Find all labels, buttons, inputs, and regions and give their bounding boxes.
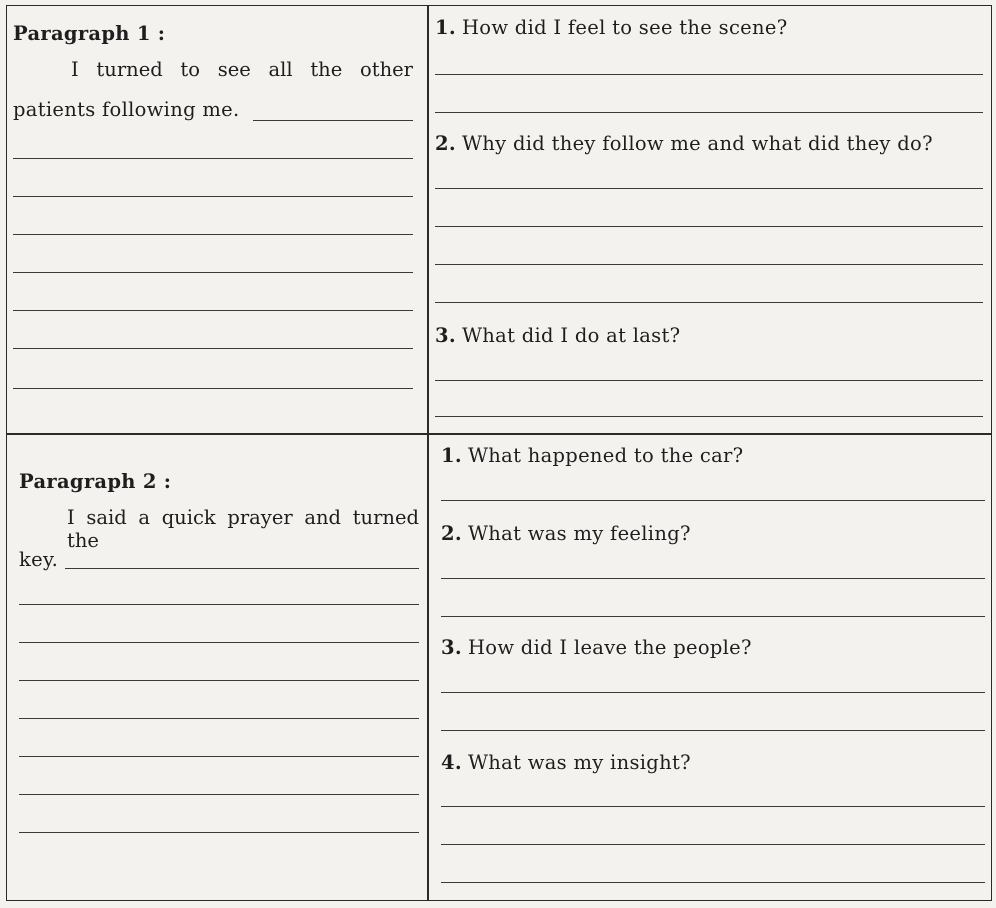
- question-1-2: [435, 132, 933, 155]
- question-text: How did I leave the people?: [467, 636, 752, 659]
- answer-line[interactable]: [441, 806, 985, 807]
- answer-line[interactable]: [19, 642, 419, 643]
- answer-line[interactable]: [435, 74, 983, 75]
- answer-line[interactable]: [435, 302, 983, 303]
- answer-line[interactable]: [13, 196, 413, 197]
- question-text: What was my insight?: [467, 751, 691, 774]
- question-number: 2.: [435, 132, 456, 155]
- answer-line[interactable]: [435, 226, 983, 227]
- answer-line[interactable]: [441, 616, 985, 617]
- answer-line[interactable]: [441, 844, 985, 845]
- answer-line[interactable]: [441, 882, 985, 883]
- question-number: 1.: [441, 444, 462, 467]
- paragraph-1-heading: Paragraph 1 :: [13, 22, 166, 45]
- paragraph-1-line-2: patients following me.: [13, 98, 240, 121]
- answer-line[interactable]: [19, 832, 419, 833]
- answer-line[interactable]: [435, 416, 983, 417]
- answer-line[interactable]: [13, 272, 413, 273]
- question-text: What happened to the car?: [467, 444, 744, 467]
- worksheet-table: [6, 5, 992, 901]
- answer-line[interactable]: [441, 500, 985, 501]
- answer-line[interactable]: [19, 794, 419, 795]
- paragraph-1-line-1: I turned to see all the other: [71, 58, 413, 81]
- paragraph-2-heading: Paragraph 2 :: [19, 470, 172, 493]
- answer-line[interactable]: [19, 756, 419, 757]
- answer-line[interactable]: [441, 578, 985, 579]
- column-divider: [427, 6, 429, 900]
- answer-line[interactable]: [441, 692, 985, 693]
- question-text: What did I do at last?: [461, 324, 681, 347]
- question-2-2: [441, 522, 691, 545]
- answer-line[interactable]: [435, 188, 983, 189]
- answer-line[interactable]: [13, 234, 413, 235]
- question-1-1: [435, 16, 787, 39]
- answer-line[interactable]: [435, 112, 983, 113]
- paragraph-2-line-2: key.: [19, 548, 59, 571]
- question-text: What was my feeling?: [467, 522, 691, 545]
- answer-line[interactable]: [13, 348, 413, 349]
- question-text: How did I feel to see the scene?: [461, 16, 788, 39]
- answer-line[interactable]: [441, 730, 985, 731]
- answer-line[interactable]: [253, 120, 413, 121]
- question-number: 4.: [441, 751, 462, 774]
- question-1-3: [435, 324, 680, 347]
- question-number: 2.: [441, 522, 462, 545]
- answer-line[interactable]: [19, 718, 419, 719]
- answer-line[interactable]: [65, 568, 419, 569]
- question-number: 1.: [435, 16, 456, 39]
- answer-line[interactable]: [13, 388, 413, 389]
- answer-line[interactable]: [435, 264, 983, 265]
- question-2-1: [441, 444, 743, 467]
- question-2-3: [441, 636, 752, 659]
- answer-line[interactable]: [13, 310, 413, 311]
- question-text: Why did they follow me and what did they do?: [461, 132, 933, 155]
- answer-line[interactable]: [13, 158, 413, 159]
- answer-line[interactable]: [19, 680, 419, 681]
- question-number: 3.: [435, 324, 456, 347]
- question-number: 3.: [441, 636, 462, 659]
- paragraph-2-line-1: I said a quick prayer and turned the: [67, 506, 419, 552]
- row-divider: [7, 433, 991, 435]
- answer-line[interactable]: [19, 604, 419, 605]
- answer-line[interactable]: [435, 380, 983, 381]
- question-2-4: [441, 751, 691, 774]
